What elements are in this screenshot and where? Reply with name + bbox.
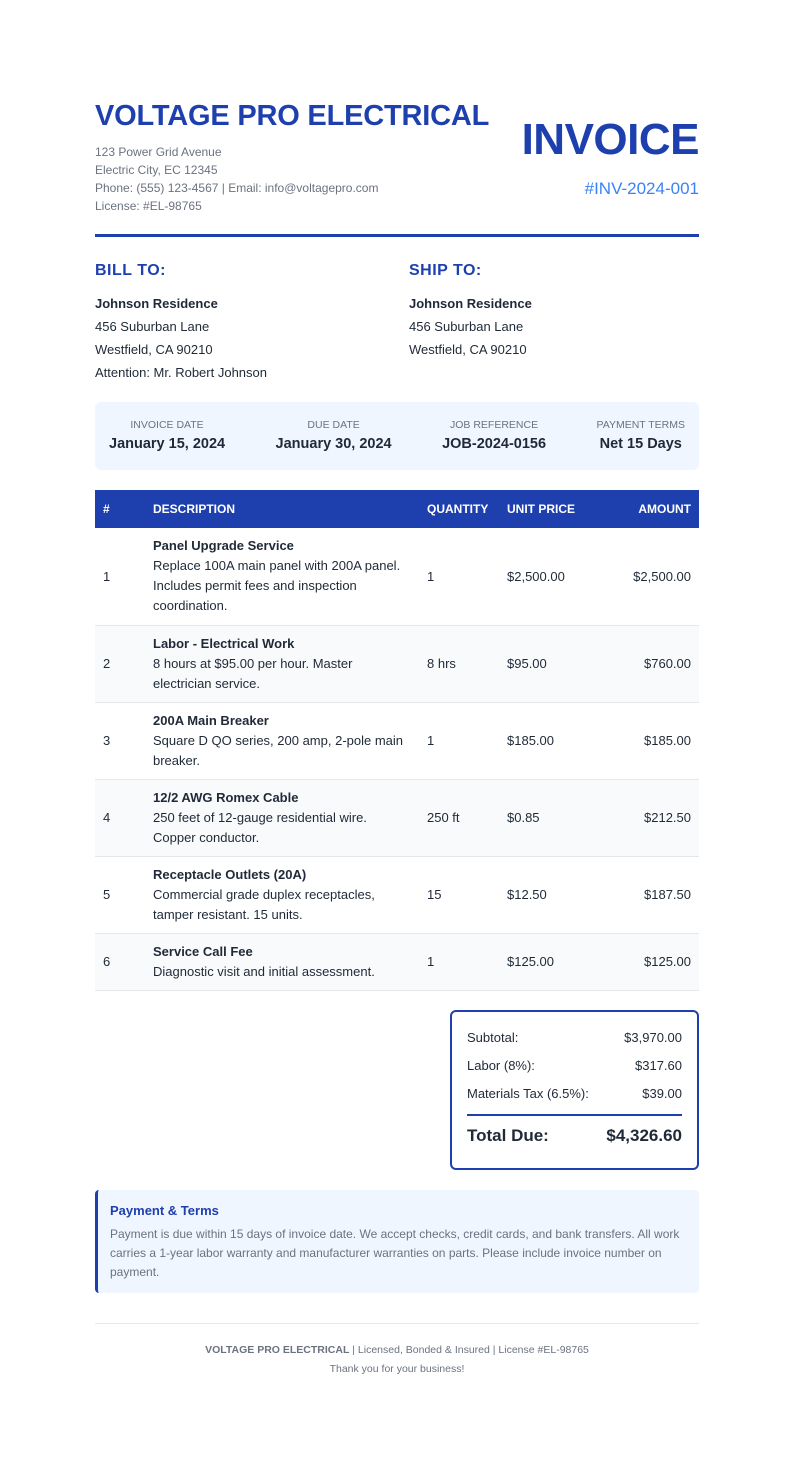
meta-value: JOB-2024-0156 [442,436,547,452]
table-row [95,702,699,779]
row-quantity: 250 ft [419,779,499,856]
row-description [145,528,419,625]
footer-line [95,1341,699,1360]
row-description [145,625,419,702]
row-amount: $187.50 [599,856,699,933]
meta-value: Net 15 Days [599,436,682,452]
company-address-line1: 123 Power Grid Avenue [95,145,222,159]
meta-label: INVOICE DATE [130,419,204,431]
labor-value: $317.60 [635,1058,682,1073]
bill-to-attention: Attention: Mr. Robert Johnson [95,365,267,380]
table-row [95,933,699,990]
row-amount: $2,500.00 [599,528,699,625]
tax-row [467,1082,682,1110]
meta-job-reference [442,402,546,470]
subtotal-value: $3,970.00 [624,1030,682,1045]
item-name: Receptacle Outlets (20A) [153,866,307,882]
subtotal-row [467,1026,682,1054]
total-due-value: $4,326.60 [606,1126,682,1145]
ship-to-city: Westfield, CA 90210 [409,342,527,357]
item-name: Service Call Fee [153,943,253,959]
row-unit-price: $12.50 [499,856,599,933]
bill-to-name: Johnson Residence [95,296,218,311]
row-amount: $185.00 [599,702,699,779]
total-due-label: Total Due: [467,1126,549,1145]
invoice-header [95,100,699,237]
totals-divider [467,1114,682,1116]
item-name: Panel Upgrade Service [153,538,294,554]
item-desc: Replace 100A main panel with 200A panel. Includes permit fees and inspection coordination. [153,558,401,614]
row-number: 3 [95,702,145,779]
item-name: 12/2 AWG Romex Cable [153,789,299,805]
meta-label: PAYMENT TERMS [596,419,685,431]
tax-value: $39.00 [642,1086,682,1101]
row-number: 6 [95,933,145,990]
line-items-table [95,490,699,991]
table-header-row [95,490,699,528]
row-unit-price: $185.00 [499,702,599,779]
invoice-title: INVOICE [521,115,699,164]
row-unit-price: $125.00 [499,933,599,990]
header-quantity: QUANTITY [427,502,489,516]
row-quantity: 8 hrs [419,625,499,702]
row-quantity: 1 [419,528,499,625]
row-number: 2 [95,625,145,702]
ship-to-name: Johnson Residence [409,296,532,311]
company-contact: Phone: (555) 123-4567 | Email: info@voltagepro.com [95,181,379,195]
table-row [95,779,699,856]
tax-label: Materials Tax (6.5%): [467,1086,589,1101]
meta-payment-terms [597,402,686,470]
item-name: 200A Main Breaker [153,712,269,728]
table-row [95,528,699,625]
company-license: License: #EL-98765 [95,199,202,213]
ship-to-title: SHIP TO: [409,262,482,279]
subtotal-label: Subtotal: [467,1030,519,1045]
footer-thanks: Thank you for your business! [329,1363,465,1375]
item-desc: 8 hours at $95.00 per hour. Master electrician service. [153,655,353,691]
footer-company: VOLTAGE PRO ELECTRICAL [205,1344,350,1356]
meta-label: JOB REFERENCE [450,419,539,431]
invoice-number: #INV-2024-001 [584,179,699,198]
meta-due-date [276,402,392,470]
labor-row [467,1054,682,1082]
item-desc: Commercial grade duplex receptacles, tamper resistant. 15 units. [153,886,375,922]
row-amount: $760.00 [599,625,699,702]
meta-value: January 15, 2024 [109,436,226,452]
header-number: # [103,502,110,516]
company-address-line2: Electric City, EC 12345 [95,163,218,177]
item-name: Labor - Electrical Work [153,635,295,651]
meta-value: January 30, 2024 [275,436,392,452]
invoice-footer [95,1323,699,1379]
bill-to-city: Westfield, CA 90210 [95,342,213,357]
row-number: 4 [95,779,145,856]
company-name: VOLTAGE PRO ELECTRICAL [95,100,490,132]
totals-box [450,1010,699,1170]
company-info [95,143,378,215]
row-amount: $125.00 [599,933,699,990]
row-number: 1 [95,528,145,625]
row-unit-price: $0.85 [499,779,599,856]
bill-to-title: BILL TO: [95,262,166,279]
payment-terms-box [95,1190,699,1293]
row-description [145,702,419,779]
header-unit-price: UNIT PRICE [507,502,576,516]
terms-text: Payment is due within 15 days of invoice date. We accept checks, credit cards, and bank transfers. All work carries a 1-year labor warranty and manufacturer warranties on parts. Please include invoice number on payment. [110,1227,680,1279]
table-row [95,625,699,702]
bill-to-street: 456 Suburban Lane [95,319,210,334]
row-quantity: 1 [419,702,499,779]
ship-to-section [409,262,699,361]
row-quantity: 15 [419,856,499,933]
row-description [145,856,419,933]
total-due-row [467,1126,682,1146]
item-desc: 250 feet of 12-gauge residential wire. Copper conductor. [153,809,367,845]
labor-label: Labor (8%): [467,1058,535,1073]
row-description [145,933,419,990]
meta-label: DUE DATE [307,419,360,431]
row-unit-price: $2,500.00 [499,528,599,625]
row-number: 5 [95,856,145,933]
row-amount: $212.50 [599,779,699,856]
meta-invoice-date [109,402,225,470]
item-desc: Square D QO series, 200 amp, 2-pole main breaker. [153,732,404,768]
invoice-meta-bar [95,402,699,470]
ship-to-street: 456 Suburban Lane [409,319,524,334]
bill-to-section [95,262,385,384]
row-unit-price: $95.00 [499,625,599,702]
footer-tagline: | Licensed, Bonded & Insured | License #EL-98765 [349,1344,589,1356]
terms-title: Payment & Terms [110,1203,219,1218]
row-description [145,779,419,856]
header-description: DESCRIPTION [153,502,236,516]
row-quantity: 1 [419,933,499,990]
item-desc: Diagnostic visit and initial assessment. [153,963,375,979]
header-amount: AMOUNT [638,502,691,516]
table-row [95,856,699,933]
